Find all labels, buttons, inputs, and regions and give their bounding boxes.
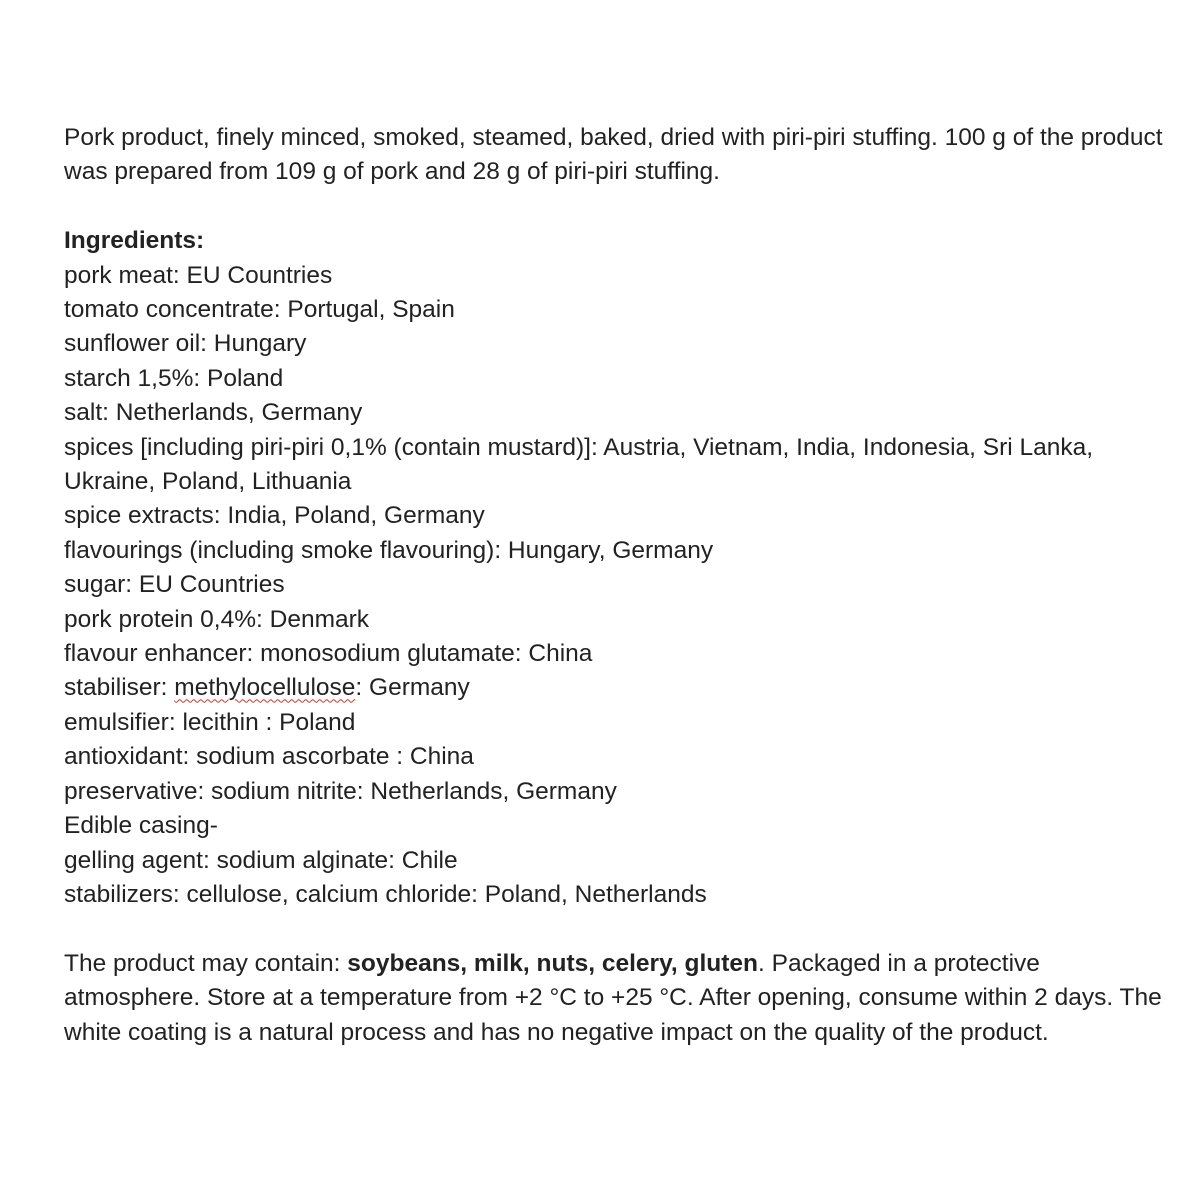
ingredient-line: antioxidant: sodium ascorbate : China xyxy=(64,743,474,771)
ingredient-line: sunflower oil: Hungary xyxy=(64,330,307,358)
ingredient-line: Edible casing- xyxy=(64,812,218,840)
ingredient-line: gelling agent: sodium alginate: Chile xyxy=(64,846,458,874)
document-body xyxy=(64,121,1174,1050)
stabiliser-prefix: stabiliser: xyxy=(64,674,175,702)
stabiliser-suffix: : Germany xyxy=(355,674,470,702)
ingredient-line: emulsifier: lecithin : Poland xyxy=(64,708,356,736)
ingredient-line: preservative: sodium nitrite: Netherlands, Germany xyxy=(64,777,617,805)
ingredient-line: starch 1,5%: Poland xyxy=(64,364,284,392)
product-description: Pork product, finely minced, smoked, steamed, baked, dried with piri-piri stuffing. 100 g of the product was prepared from 109 g of pork and 28 g of piri-piri stuffing. xyxy=(64,124,1163,186)
paragraph-gap xyxy=(64,190,1174,224)
ingredient-line: flavour enhancer: monosodium glutamate: China xyxy=(64,640,593,668)
ingredient-line: tomato concentrate: Portugal, Spain xyxy=(64,296,455,324)
ingredient-line-stabiliser xyxy=(64,671,1174,705)
storage-instructions: . Packaged in a protective atmosphere. Store at a temperature from +2 °C to +25 °C. After opening, consume within 2 days. The white coating is a natural process and has no negative impact on the quality of the product. xyxy=(64,949,1162,1046)
allergen-prefix: The product may contain: xyxy=(64,949,348,977)
paragraph-gap xyxy=(64,912,1174,946)
spellcheck-underlined-word[interactable]: methylocellulose xyxy=(174,674,356,702)
allergen-list: soybeans, milk, nuts, celery, gluten xyxy=(347,949,758,977)
ingredient-line: flavourings (including smoke flavouring): Hungary, Germany xyxy=(64,536,714,564)
ingredient-line: spices [including piri-piri 0,1% (contain mustard)]: Austria, Vietnam, India, Indonesia, Sri Lanka, Ukraine, Poland, Lithuania xyxy=(64,433,1094,496)
ingredient-line: pork meat: EU Countries xyxy=(64,261,333,289)
ingredient-line: pork protein 0,4%: Denmark xyxy=(64,605,370,633)
ingredient-line: stabilizers: cellulose, calcium chloride: Poland, Netherlands xyxy=(64,880,707,908)
ingredients-heading: Ingredients: xyxy=(64,227,205,255)
ingredient-line: spice extracts: India, Poland, Germany xyxy=(64,502,485,530)
ingredient-line: salt: Netherlands, Germany xyxy=(64,399,363,427)
allergen-storage-note xyxy=(64,947,1174,1050)
ingredients-list xyxy=(64,259,1174,913)
ingredient-line: sugar: EU Countries xyxy=(64,571,285,599)
